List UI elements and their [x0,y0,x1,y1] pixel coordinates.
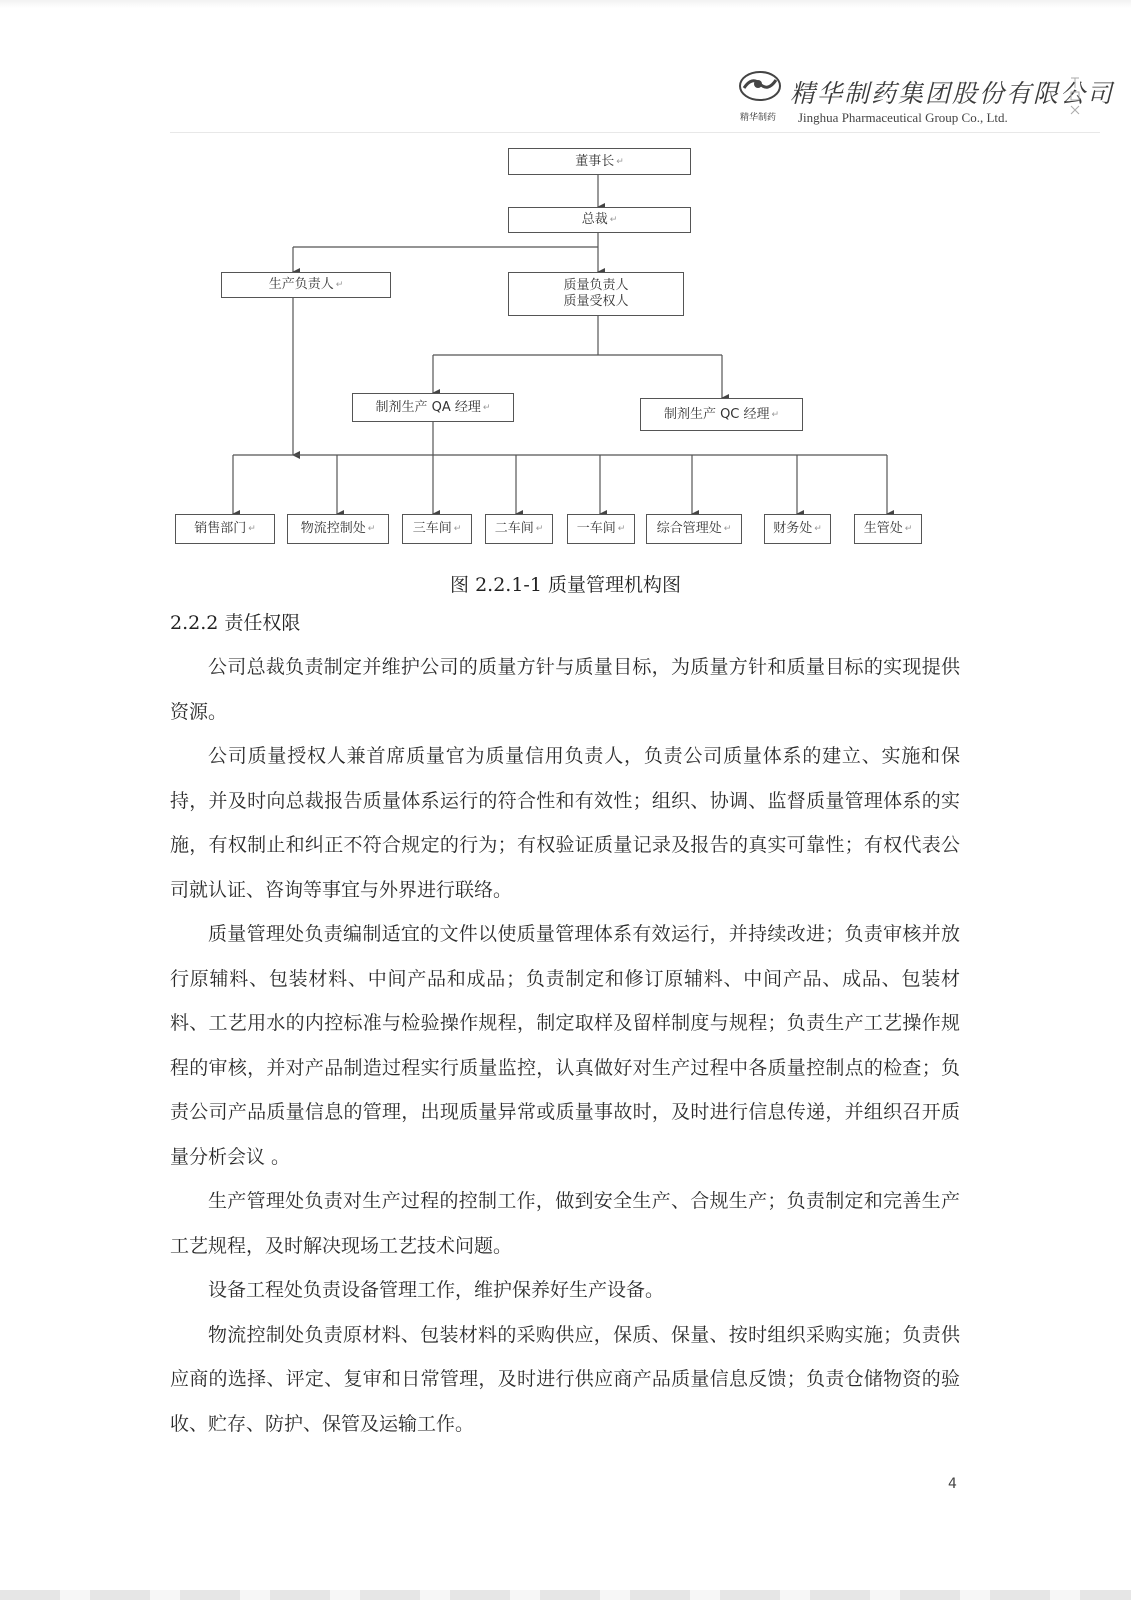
org-box-production-head: 生产负责人 ↵ [221,272,391,298]
logo-label: 精华制药 [740,113,777,123]
paragraph: 质量管理处负责编制适宜的文件以使质量管理体系有效运行，并持续改进；负责审核并放行原辅料、包装材料、中间产品和成品；负责制定和修订原辅料、中间产品、成品、包装材料、工艺用水的内控标准与检验操作规程，制定取样及留样制度与规程；负责生产工艺操作规程的审核，并对产品制造过程实行质量监控，认真做好对生产过程中各质量控制点的检查；负责公司产品质量信息的管理，出现质量异常或质量事故时，及时进行信息传递，并组织召开质量分析会议 。 [170,923,960,1168]
quality-org-chart [0,0,1131,560]
org-label-department: 生管处 [863,521,903,536]
org-label-department: 财务处 [773,521,813,536]
paragraph: 物流控制处负责原材料、包装材料的采购供应，保质、保量、按时组织采购实施；负责供应商的选择、评定、复审和日常管理，及时进行供应商产品质量信息反馈；负责仓储物资的验收、贮存、防护、保管及运输工作。 [170,1323,960,1435]
org-label-qc-manager: 制剂生产 QC 经理 [663,406,770,422]
page-bottom-edge [0,1590,1131,1600]
org-box-department: 财务处 ↵ [764,514,831,544]
org-label-quality-authorized: 质量受权人 [563,294,629,309]
org-label-qa-manager: 制剂生产 QA 经理 [375,399,481,415]
org-label-department: 综合管理处 [656,521,722,536]
org-box-quality-head [508,272,684,316]
org-label-quality-head: 质量负责人 [563,278,629,293]
org-label-president: 总裁 [581,212,608,227]
page-number: 4 [948,1476,957,1492]
org-box-qa-manager: 制剂生产 QA 经理 ↵ [352,393,514,422]
org-box-qc-manager: 制剂生产 QC 经理 ↵ [640,398,803,431]
section-body [170,645,960,1446]
org-box-department: 综合管理处 ↵ [646,514,742,544]
org-label-department: 二车间 [494,521,534,536]
org-label-production-head: 生产负责人 [268,277,334,292]
org-label-department: 一车间 [576,521,616,536]
org-label-department: 物流控制处 [300,521,366,536]
company-name-chinese: 精华制药集团股份有限公司 [790,79,1115,108]
org-label-chairman: 董事长 [575,153,615,169]
paragraph: 设备工程处负责设备管理工作，维护保养好生产设备。 [208,1279,665,1301]
org-label-department: 销售部门 [194,521,247,536]
paragraph: 公司总裁负责制定并维护公司的质量方针与质量目标，为质量方针和质量目标的实现提供资源。 [170,656,960,723]
org-box-department: 物流控制处 ↵ [287,514,389,544]
org-box-president: 总裁 ↵ [508,207,691,233]
org-box-department: 二车间 ↵ [485,514,553,544]
org-box-department: 一车间 ↵ [567,514,635,544]
org-box-chairman: 董事长 ↵ [508,148,691,175]
figure-caption: 图 2.2.1-1 质量管理机构图 [450,574,681,596]
paragraph: 公司质量授权人兼首席质量官为质量信用负责人，负责公司质量体系的建立、实施和保持，并及时向总裁报告质量体系运行的符合性和有效性；组织、协调、监督质量管理体系的实施，有权制止和纠正不符合规定的行为；有权验证质量记录及报告的真实可靠性；有权代表公司就认证、咨询等事宜与外界进行联络。 [170,745,960,901]
section-heading: 2.2.2 责任权限 [170,612,301,634]
org-box-department: 三车间 ↵ [402,514,472,544]
org-label-department: 三车间 [412,521,452,536]
paragraph: 生产管理处负责对生产过程的控制工作，做到安全生产、合规生产；负责制定和完善生产工艺规程，及时解决现场工艺技术问题。 [170,1190,960,1257]
org-box-department: 销售部门 ↵ [175,514,275,544]
org-box-department: 生管处 ↵ [854,514,922,544]
company-name-english: Jinghua Pharmaceutical Group Co., Ltd. [798,110,1008,125]
